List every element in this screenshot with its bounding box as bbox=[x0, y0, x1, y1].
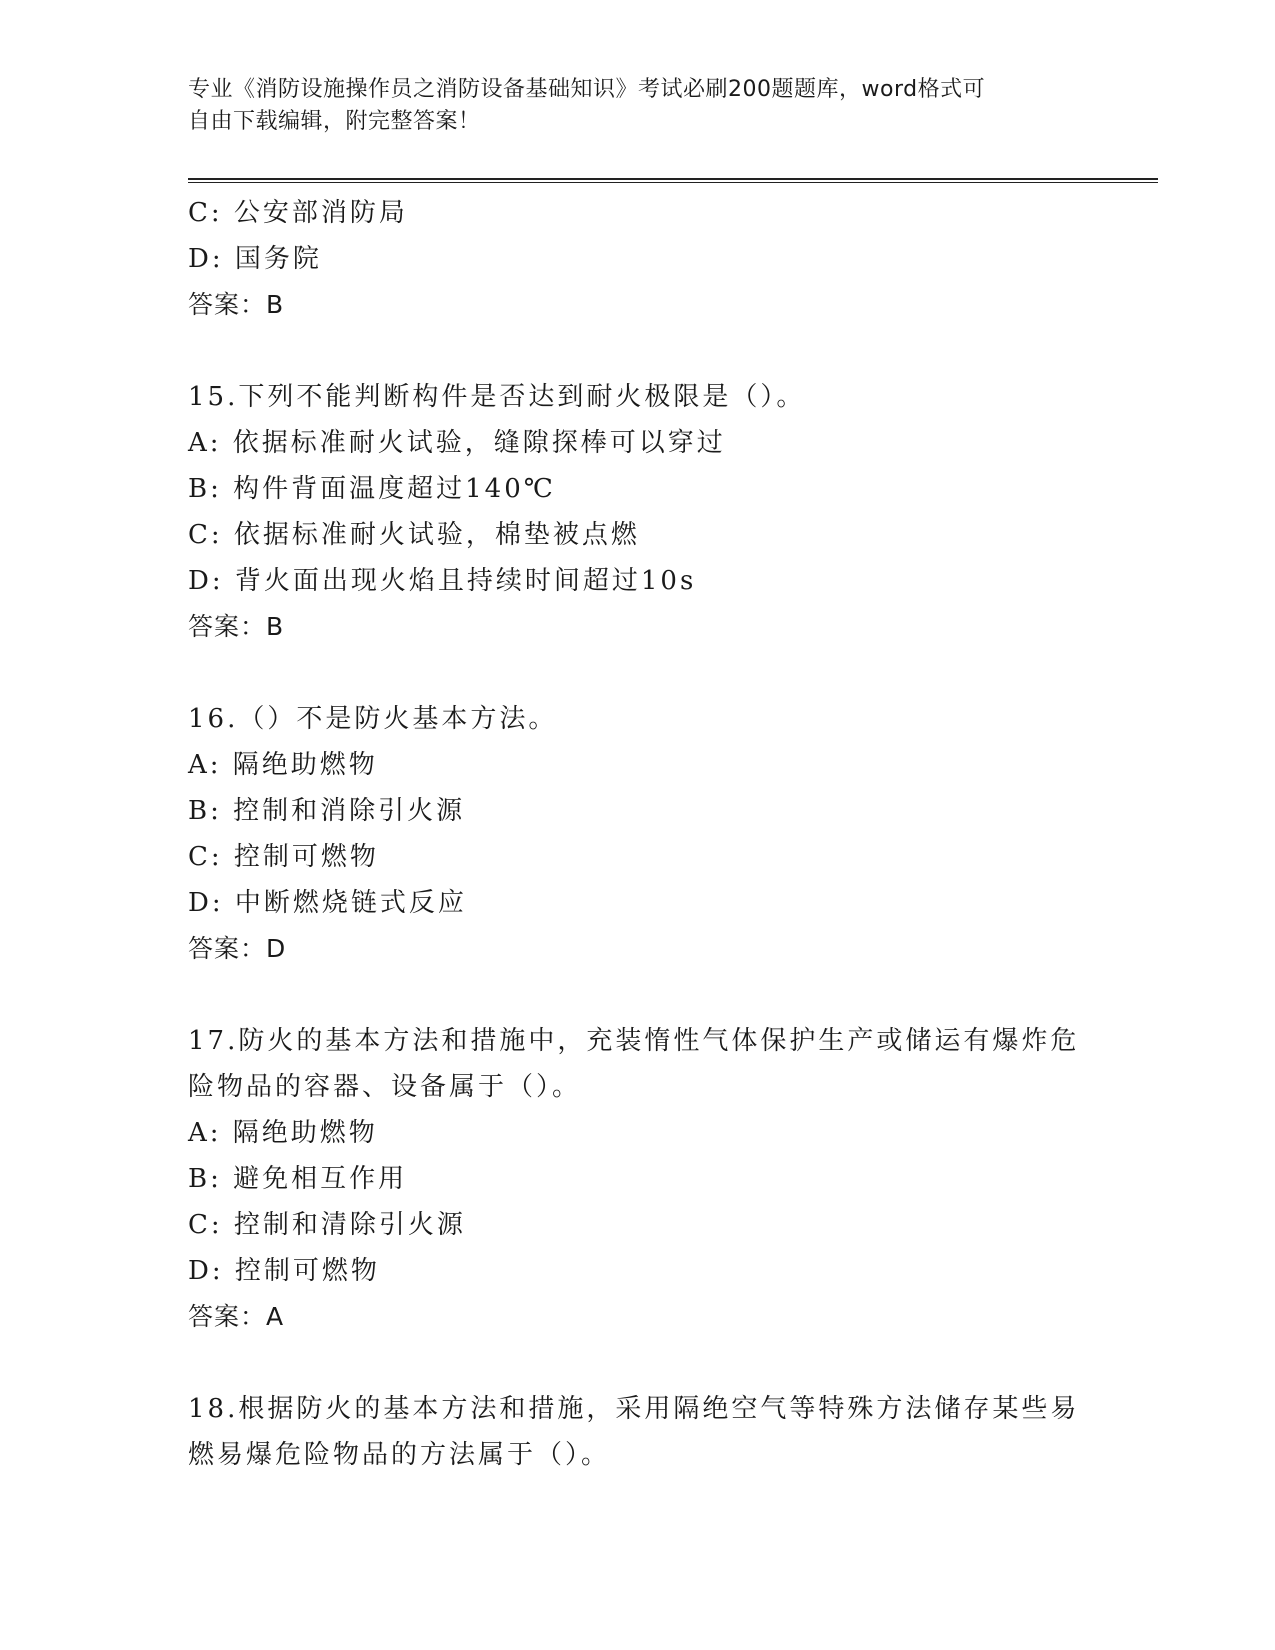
spacer bbox=[188, 1340, 1088, 1386]
document-body bbox=[188, 190, 1088, 1478]
option-c: C: 依据标准耐火试验，棉垫被点燃 bbox=[188, 520, 640, 550]
spacer bbox=[188, 650, 1088, 696]
answer-line: 答案：B bbox=[188, 612, 285, 641]
question-18 bbox=[188, 1386, 1088, 1478]
question-text: 15.下列不能判断构件是否达到耐火极限是（）。 bbox=[188, 382, 806, 412]
header-line-1: 专业《消防设施操作员之消防设备基础知识》考试必刷200题题库，word格式可 bbox=[188, 77, 986, 102]
option-c: C: 控制可燃物 bbox=[188, 842, 379, 872]
header-line-2: 自由下载编辑，附完整答案！ bbox=[188, 109, 481, 134]
question-text: 16.（）不是防火基本方法。 bbox=[188, 704, 558, 734]
option-d: D: 国务院 bbox=[188, 244, 322, 274]
option-a: A: 隔绝助燃物 bbox=[188, 750, 378, 780]
question-17 bbox=[188, 1018, 1088, 1340]
page-header bbox=[188, 74, 1088, 138]
option-b: B: 控制和消除引火源 bbox=[188, 796, 466, 826]
option-d: D: 中断燃烧链式反应 bbox=[188, 888, 467, 918]
question-text-line-2: 险物品的容器、设备属于（）。 bbox=[188, 1072, 582, 1102]
option-d: D: 控制可燃物 bbox=[188, 1256, 380, 1286]
answer-line: 答案：A bbox=[188, 1302, 285, 1331]
option-d: D: 背火面出现火焰且持续时间超过10s bbox=[188, 566, 697, 596]
option-a: A: 依据标准耐火试验，缝隙探棒可以穿过 bbox=[188, 428, 726, 458]
question-text-line-1: 17.防火的基本方法和措施中，充装惰性气体保护生产或储运有爆炸危 bbox=[188, 1026, 1080, 1056]
carryover-block bbox=[188, 190, 1088, 328]
answer-line: 答案：D bbox=[188, 934, 287, 963]
question-text-line-1: 18.根据防火的基本方法和措施，采用隔绝空气等特殊方法储存某些易 bbox=[188, 1394, 1080, 1424]
option-c: C: 公安部消防局 bbox=[188, 198, 408, 228]
question-15 bbox=[188, 374, 1088, 650]
option-c: C: 控制和清除引火源 bbox=[188, 1210, 466, 1240]
option-a: A: 隔绝助燃物 bbox=[188, 1118, 378, 1148]
option-b: B: 避免相互作用 bbox=[188, 1164, 408, 1194]
answer-line: 答案：B bbox=[188, 290, 285, 319]
question-text-line-2: 燃易爆危险物品的方法属于（）。 bbox=[188, 1440, 611, 1470]
header-divider bbox=[188, 178, 1158, 183]
spacer bbox=[188, 328, 1088, 374]
question-16 bbox=[188, 696, 1088, 972]
option-b: B: 构件背面温度超过140℃ bbox=[188, 474, 556, 504]
spacer bbox=[188, 972, 1088, 1018]
